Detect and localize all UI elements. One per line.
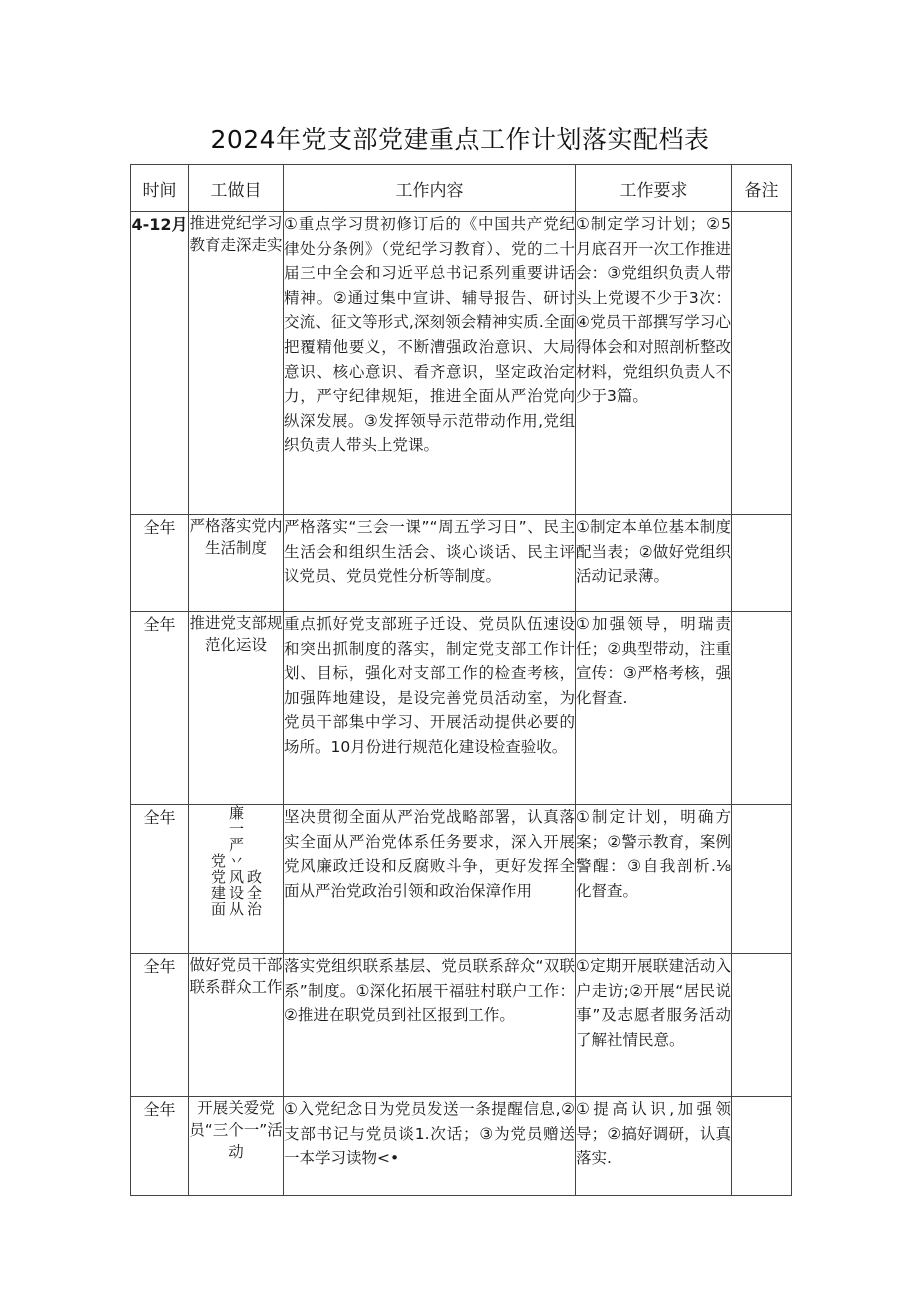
vertical-text-column: 政全治 xyxy=(245,869,263,917)
row-content: ①重点学习贯初修订后的《中国共产党纪律处分条例》（党纪学习教育）、党的二十届三中全会和习近平总书记系列重要讲话精神。②通过集中宣讲、辅导报告、研讨交流、征文等形式,深刻领会精神实质.全面把覆精他要义，不断漕强政治意识、大局意识、核心意识、看齐意识，坚定政治定力，严守纪律规矩，推进全面从严治党向纵深发展。③发挥领导示范带动作用,党组织负责人带头上党课。 xyxy=(284,212,576,515)
row-item-vertical xyxy=(189,805,284,954)
vertical-text-column: 廉一严丷风设从 xyxy=(227,805,245,917)
row-content: 重点抓好党支部班子迁设、党员队伍速设和突出抓制度的落实，制定党支部工作计划、目标，强化对支部工作的检查考核，加强阵地建设，是设完善党员活动室，为党员干部集中学习、开展活动提供必要的场所。10月份进行规范化建设检查验收。 xyxy=(284,612,576,805)
row-item: 推进党支部规范化运设 xyxy=(189,612,284,805)
row-note xyxy=(732,805,792,954)
header-item: 工做目 xyxy=(189,165,284,212)
row-requirement: ①制定学习计划；②5月底召开一次工作推进会：③党组织负责人带头上党谡不少于3次：④党员干部撰写学习心得体会和对照剖析整改材料，党组织负责人不少于3篇。 xyxy=(576,212,732,515)
header-content: 工作内容 xyxy=(284,165,576,212)
row-item: 推进党纪学习教育走深走实 xyxy=(189,212,284,515)
row-time: 全年 xyxy=(131,805,189,954)
table-header-row xyxy=(131,165,792,212)
table-row xyxy=(131,612,792,805)
row-requirement: ①制定本单位基本制度配当表；②做好党组织活动记录薄。 xyxy=(576,515,732,612)
table-row xyxy=(131,212,792,515)
header-note: 备注 xyxy=(732,165,792,212)
table-row xyxy=(131,515,792,612)
row-time: 全年 xyxy=(131,1097,189,1196)
row-note xyxy=(732,515,792,612)
row-item: 严格落实党内生活制度 xyxy=(189,515,284,612)
row-time: 4-12月 xyxy=(131,212,189,515)
row-item: 开展关爱党员“三个一”活动 xyxy=(189,1097,284,1196)
row-requirement: ①提高认识,加强领导；②搞好调研，认真落实. xyxy=(576,1097,732,1196)
row-item: 做好党员干部联系群众工作 xyxy=(189,954,284,1097)
work-plan-table xyxy=(130,164,792,1196)
header-requirement: 工作要求 xyxy=(576,165,732,212)
row-requirement: ①加强领导，明瑞责任；②典型带动，注重宣传：③严格考核，强化督查. xyxy=(576,612,732,805)
row-requirement: ①制定计划，明确方案；②警示教育，案例警醒：③自我剖析.⅛化督查。 xyxy=(576,805,732,954)
row-content: 坚决贯彻全面从严治党战略部署，认真落实全面从严治党体系任务要求，深入开展党风廉政迁设和反腐败斗争，更好发挥全面从严治党政治引领和政治保漳作用 xyxy=(284,805,576,954)
row-note xyxy=(732,612,792,805)
row-note xyxy=(732,212,792,515)
row-requirement: ①定期开展联建活动入户走访;②开展“居民说事”及志愿者服务活动了解社情民意。 xyxy=(576,954,732,1097)
row-content: ①入党纪念日为党员发送一条提醒信息,②支部书记与党员谈1.次话；③为党员赠送一本学习读物<• xyxy=(284,1097,576,1196)
table-row xyxy=(131,1097,792,1196)
row-note xyxy=(732,954,792,1097)
header-time: 时间 xyxy=(131,165,189,212)
row-time: 全年 xyxy=(131,612,189,805)
vertical-text-column: 党党建面 xyxy=(209,853,227,917)
table-row xyxy=(131,805,792,954)
row-content: 严格落实“三会一课”“周五学习日”、民主生活会和组织生活会、谈心谈话、民主评议党员、党员党性分析等制度。 xyxy=(284,515,576,612)
row-time: 全年 xyxy=(131,954,189,1097)
row-note xyxy=(732,1097,792,1196)
row-content: 落实党组织联系基层、党员联系辞众“双联系”制度。①深化拓展干福驻村联户工作：②推进在职党员到社区报到工作。 xyxy=(284,954,576,1097)
page-title: 2024年党支部党建重点工作计划落实配档表 xyxy=(210,125,710,154)
table-row xyxy=(131,954,792,1097)
row-time: 全年 xyxy=(131,515,189,612)
